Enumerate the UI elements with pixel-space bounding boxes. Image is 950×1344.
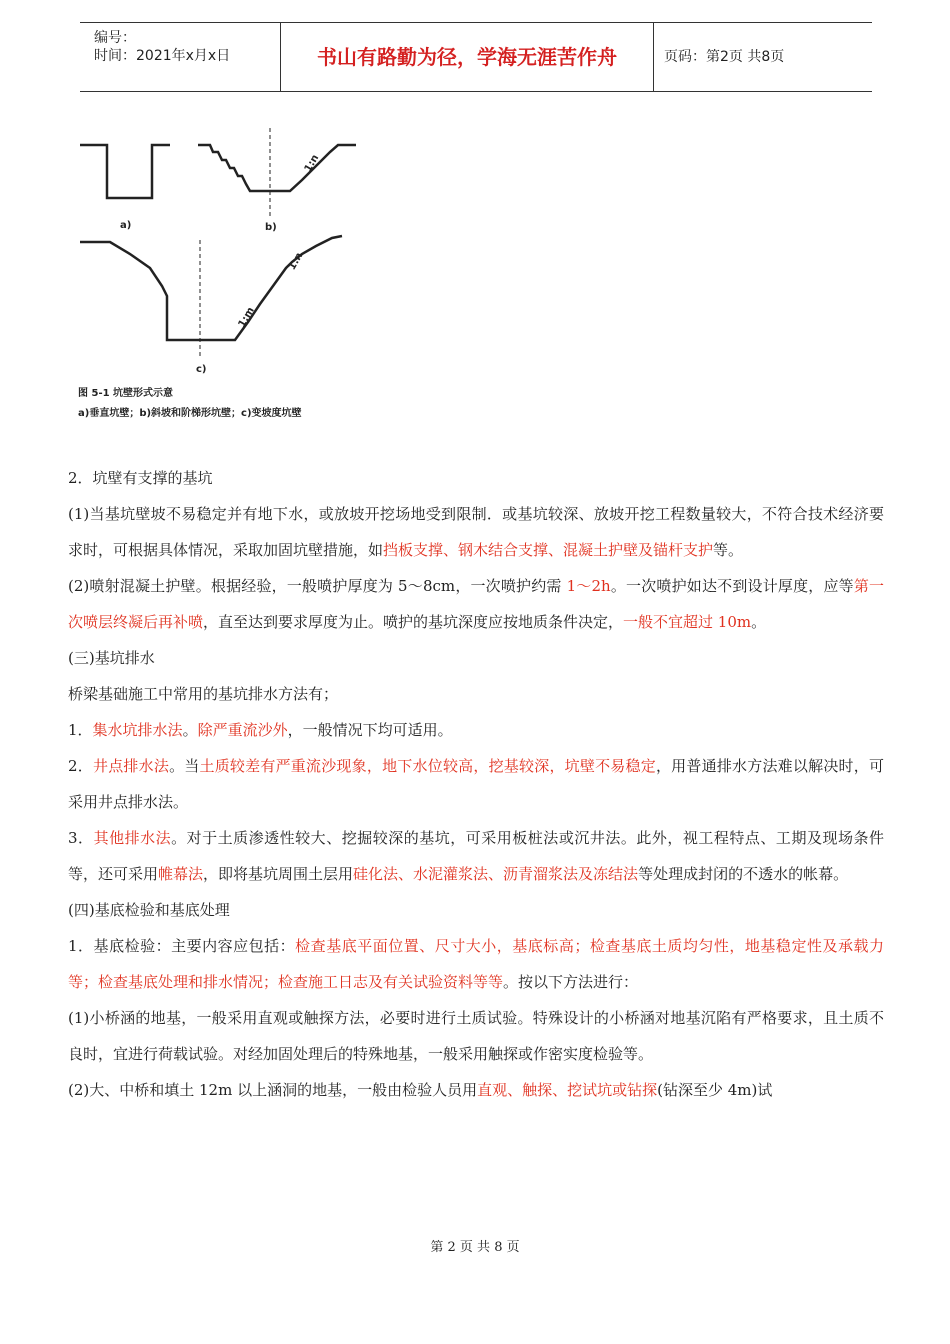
motto-text: 书山有路勤为径，学海无涯苦作舟 bbox=[317, 45, 617, 69]
figure-c-ratio-lower: 1:m bbox=[236, 305, 257, 330]
paragraph-inspection-3: (2)大、中桥和填土 12m 以上涵洞的地基，一般由检验人员用直观、触探、挖试坑或钻探(钻深至少 4m)试 bbox=[68, 1081, 773, 1099]
figure-caption-title: 图 5-1 坑壁形式示意 bbox=[78, 388, 174, 399]
paragraph-support-1: (1)当基坑壁坡不易稳定并有地下水，或放坡开挖场地受到限制．或基坑较深、放坡开挖工程数量较大，不符合技术经济要求时，可根据具体情况，采取加固坑壁措施，如挡板支撑、钢木结合支撑、混凝土护壁及锚杆支护等。 bbox=[68, 505, 884, 559]
figure-c-label: c) bbox=[196, 364, 207, 375]
section-heading-support: 2．坑壁有支撑的基坑 bbox=[68, 469, 213, 487]
paragraph-support-2: (2)喷射混凝土护壁。根据经验，一般喷护厚度为 5～8cm，一次喷护约需 1～2h。一次喷护如达不到设计厚度，应等第一次喷层终凝后再补喷，直至达到要求厚度为止。喷护的基坑深度应按地质条件决定，一般不宜超过 10m。 bbox=[68, 577, 884, 631]
figure-b-outline bbox=[198, 145, 356, 191]
paragraph-inspection-2: (1)小桥涵的地基，一般采用直观或触探方法，必要时进行土质试验。特殊设计的小桥涵对地基沉陷有严格要求，且土质不良时，宜进行荷载试验。对经加固处理后的特殊地基，一般采用触探或作密实度检验等。 bbox=[68, 1009, 884, 1063]
header-meta bbox=[80, 23, 281, 91]
paragraph-drainage-3: 3．其他排水法。对于土质渗透性较大、挖掘较深的基坑，可采用板桩法或沉井法。此外，视工程特点、工期及现场条件等，还可采用帷幕法，即将基坑周围土层用硅化法、水泥灌浆法、沥青溜浆法及冻结法等处理成封闭的不透水的帐幕。 bbox=[68, 829, 884, 883]
figure-b-ratio: 1:n bbox=[302, 152, 322, 175]
header-page-code: 页码：第2页 共8页 bbox=[664, 49, 785, 65]
section-heading-inspection: (四)基底检验和基底处理 bbox=[68, 901, 230, 919]
page-header bbox=[80, 22, 872, 92]
figure-b-label: b) bbox=[265, 222, 277, 233]
paragraph-inspection-1: 1．基底检验：主要内容应包括：检查基底平面位置、尺寸大小，基底标高；检查基底土质均匀性，地基稳定性及承载力等；检查基底处理和排水情况；检查施工日志及有关试验资料等等。按以下方法进行： bbox=[68, 937, 884, 991]
body-text bbox=[68, 460, 884, 1108]
paragraph-drainage-2: 2．井点排水法。当土质较差有严重流沙现象，地下水位较高，挖基较深，坑壁不易稳定，用普通排水方法难以解决时，可采用井点排水法。 bbox=[68, 757, 884, 811]
time-label: 时间：2021年x月x日 bbox=[94, 48, 231, 64]
figure-c-ratio-upper: 1:n bbox=[286, 250, 306, 273]
figure-a-outline bbox=[80, 145, 170, 198]
figure-caption-sub: a)垂直坑壁；b)斜坡和阶梯形坑壁；c)变坡度坑壁 bbox=[78, 408, 302, 419]
paragraph-drainage-1: 1．集水坑排水法。除严重流沙外，一般情况下均可适用。 bbox=[68, 721, 453, 739]
page-footer: 第 2 页 共 8 页 bbox=[430, 1240, 520, 1255]
serial-label: 编号： bbox=[94, 30, 136, 46]
header-motto bbox=[281, 23, 654, 91]
paragraph-drainage-intro: 桥梁基础施工中常用的基坑排水方法有； bbox=[68, 685, 339, 703]
section-heading-drainage: (三)基坑排水 bbox=[68, 649, 155, 667]
figure-a-label: a) bbox=[120, 220, 132, 231]
figure-c-outline bbox=[80, 236, 342, 340]
